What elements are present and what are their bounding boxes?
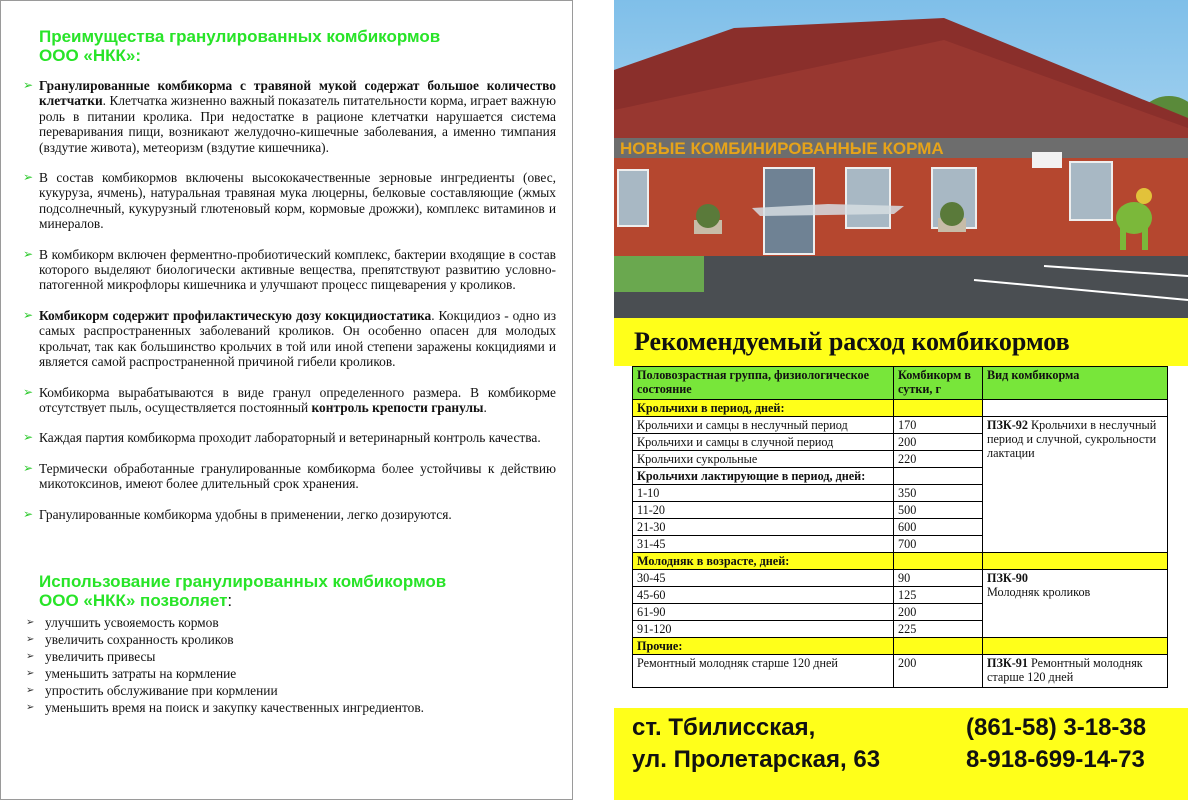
- header-group: Половозрастная группа, физиологическое состояние: [633, 367, 894, 400]
- group-empty: [894, 400, 983, 417]
- usage-list: [23, 614, 556, 716]
- building-illustration: [614, 0, 1188, 318]
- row-amount: 200: [894, 434, 983, 451]
- header-feed-type: Вид комбикорма: [983, 367, 1168, 400]
- table-group-row: [633, 400, 1168, 417]
- list-item: [23, 699, 556, 716]
- advantage-paragraph: [23, 78, 556, 155]
- row-group: Крольчихи сукрольные: [633, 451, 894, 468]
- row-amount: 200: [894, 604, 983, 621]
- table-row: [633, 570, 1168, 587]
- row-amount: 700: [894, 536, 983, 553]
- header-amount: Комбикорм в сутки, г: [894, 367, 983, 400]
- paragraph-text: .: [483, 399, 487, 415]
- row-group: Крольчихи и самцы в неслучный период: [633, 417, 894, 434]
- arrow-bullet-icon: ➢: [23, 430, 34, 445]
- advantage-paragraph: [23, 461, 556, 492]
- paragraph-text: Комбикорма вырабатываются в виде гранул определенного размера. В комбикорме отсутствует пыль, осуществляется постоянный: [39, 384, 556, 415]
- feed-code: ПЗК-92: [987, 418, 1028, 432]
- arrow-bullet-icon: ➢: [23, 460, 34, 475]
- paragraph-text: В комбикорм включен ферментно-пробиотический комплекс, бактерии входящие в состав которого выделяют биологически активные вещества, препятствуют развитию условно-патогенной микрофлоры кишечника и улучшают процесс пищеварения у кроликов.: [39, 246, 556, 293]
- advantage-paragraph: [23, 308, 556, 370]
- address-line1: ст. Тбилисская,: [632, 714, 816, 741]
- building-photo: [614, 0, 1188, 318]
- list-item: [23, 614, 556, 631]
- paragraph-text: Каждая партия комбикорма проходит лабораторный и ветеринарный контроль качества.: [39, 430, 541, 446]
- feed-desc: Ремонтный молодняк старше 120 дней: [987, 656, 1143, 684]
- row-group: 11-20: [633, 502, 894, 519]
- row-group: 91-120: [633, 621, 894, 638]
- list-item-text: улучшить усвояемость кормов: [45, 614, 219, 630]
- row-group: 61-90: [633, 604, 894, 621]
- table-group-row: [633, 553, 1168, 570]
- usage-title-line2: [39, 591, 556, 610]
- phone-1: (861-58) 3-18-38: [966, 714, 1147, 741]
- row-amount: 500: [894, 502, 983, 519]
- advantage-paragraph: [23, 247, 556, 293]
- arrow-bullet-icon: ➢: [23, 384, 34, 399]
- usage-title-line1: Использование гранулированных комбикормов: [39, 571, 447, 591]
- group-label: Прочие:: [633, 638, 894, 655]
- group-label: Молодняк в возрасте, дней:: [633, 553, 894, 570]
- advantage-paragraph: [23, 507, 556, 522]
- usage-title-colon: :: [227, 590, 233, 610]
- row-group: 45-60: [633, 587, 894, 604]
- list-item: [23, 648, 556, 665]
- paragraph-text: Гранулированные комбикорма удобны в применении, легко дозируются.: [39, 506, 452, 522]
- arrow-bullet-icon: ➢: [23, 307, 34, 322]
- address-line2: ул. Пролетарская, 63: [632, 746, 881, 773]
- right-page: [614, 0, 1188, 800]
- triangle-bullet-icon: ➢: [26, 667, 35, 679]
- advantage-paragraph: [23, 170, 556, 232]
- recommended-banner: [614, 318, 1188, 366]
- contact-footer: [614, 708, 1188, 800]
- list-item-text: увеличить привесы: [45, 648, 156, 664]
- list-item-text: уменьшить время на поиск и закупку качественных ингредиентов.: [45, 699, 424, 715]
- usage-title-line2-text: ООО «НКК» позволяет: [39, 590, 228, 610]
- paragraph-text: . Клетчатка жизненно важный показатель питательности корма, играет важную роль в питании кролика. При недостатке в рационе клетчатки нарушается система переваривания пищи, возникают желудочно-кишечные заболевания, а именно тимпания (вздутие живота), метеоризм (вздутие кишечника).: [39, 93, 556, 155]
- advantages-title-line1: Преимущества гранулированных комбикормов: [39, 27, 441, 46]
- group-empty: [983, 638, 1168, 655]
- banner-title: Рекомендуемый расход комбикормов: [634, 327, 1070, 356]
- phone-2: 8-918-699-14-73: [966, 746, 1145, 773]
- advantages-title: [39, 27, 556, 65]
- list-item: [23, 665, 556, 682]
- row-group: 30-45: [633, 570, 894, 587]
- group-empty: [983, 400, 1168, 417]
- advantages-title-line2: ООО «НКК»:: [39, 46, 141, 65]
- row-amount: 220: [894, 451, 983, 468]
- triangle-bullet-icon: ➢: [26, 684, 35, 696]
- row-amount: 170: [894, 417, 983, 434]
- row-group: Крольчихи и самцы в случной период: [633, 434, 894, 451]
- triangle-bullet-icon: ➢: [26, 650, 35, 662]
- left-page: [0, 0, 573, 800]
- group-empty: [983, 553, 1168, 570]
- subgroup-label: Крольчихи лактирующие в период, дней:: [633, 468, 894, 485]
- row-group: 1-10: [633, 485, 894, 502]
- triangle-bullet-icon: ➢: [26, 633, 35, 645]
- group-empty: [894, 468, 983, 485]
- arrow-bullet-icon: ➢: [23, 246, 34, 261]
- group-empty: [894, 553, 983, 570]
- row-amount: 90: [894, 570, 983, 587]
- paragraph-bold: Комбикорм содержит профилактическую дозу кокцидиостатика: [39, 307, 432, 323]
- feed-code: ПЗК-91: [987, 656, 1028, 670]
- feed-desc: Крольчихи в неслучный период и случной, сукрольности лактации: [987, 418, 1157, 460]
- row-group: 31-45: [633, 536, 894, 553]
- paragraph-bold: Гранулированные комбикорма с травяной мукой содержат большое количество клетчатки: [39, 78, 556, 109]
- consumption-table: [632, 366, 1168, 688]
- arrow-bullet-icon: ➢: [23, 506, 34, 521]
- feed-type-cell: [983, 570, 1168, 638]
- paragraph-text: . Кокцидиоз - одно из самых распространенных заболеваний кроликов. Он особенно опасен для молодых крольчат, так как большинство крольчих в той или иной степени заражены кокцидиями и является самой распространенной причиной гибели кроликов.: [39, 307, 556, 370]
- sign-text: НОВЫЕ КОМБИНИРОВАННЫЕ КОРМА: [620, 139, 944, 158]
- table-header-row: [633, 367, 1168, 400]
- usage-title: [39, 572, 556, 610]
- paragraph-text: В состав комбикормов включены высококачественные зерновые ингредиенты (овес, кукуруза, ячмень), натуральная травяная мука люцерны, белковые составляющие (жмых подсолнечный, кукурузный глютеновый корм, кормовые дрожжи), комплекс витаминов и минералов.: [39, 170, 556, 232]
- table-row: [633, 655, 1168, 688]
- row-amount: 125: [894, 587, 983, 604]
- advantage-paragraph: [23, 430, 556, 445]
- list-item-text: упростить обслуживание при кормлении: [45, 682, 278, 698]
- row-amount: 350: [894, 485, 983, 502]
- arrow-bullet-icon: ➢: [23, 170, 34, 185]
- arrow-bullet-icon: ➢: [23, 78, 34, 92]
- feed-type-cell: [983, 655, 1168, 688]
- list-item: [23, 631, 556, 648]
- group-empty: [894, 638, 983, 655]
- list-item-text: увеличить сохранность кроликов: [45, 631, 234, 647]
- row-amount: 225: [894, 621, 983, 638]
- list-item-text: уменьшить затраты на кормление: [45, 665, 237, 681]
- paragraph-bold: контроль крепости гранулы: [311, 399, 484, 415]
- table-row: [633, 417, 1168, 434]
- feed-type-cell: [983, 417, 1168, 553]
- feed-desc: Молодняк кроликов: [987, 585, 1091, 599]
- triangle-bullet-icon: ➢: [26, 616, 35, 628]
- group-label: Крольчихи в период, дней:: [633, 400, 894, 417]
- triangle-bullet-icon: ➢: [26, 701, 35, 713]
- row-group: 21-30: [633, 519, 894, 536]
- feed-code: ПЗК-90: [987, 571, 1028, 585]
- list-item: [23, 682, 556, 699]
- row-amount: 600: [894, 519, 983, 536]
- table-group-row: [633, 638, 1168, 655]
- row-group: Ремонтный молодняк старше 120 дней: [633, 655, 894, 688]
- paragraph-text: Термически обработанные гранулированные комбикорма более устойчивы к действию микотоксинов, имеют более длительный срок хранения.: [39, 460, 556, 492]
- row-amount: 200: [894, 655, 983, 688]
- advantage-paragraph: [23, 385, 556, 416]
